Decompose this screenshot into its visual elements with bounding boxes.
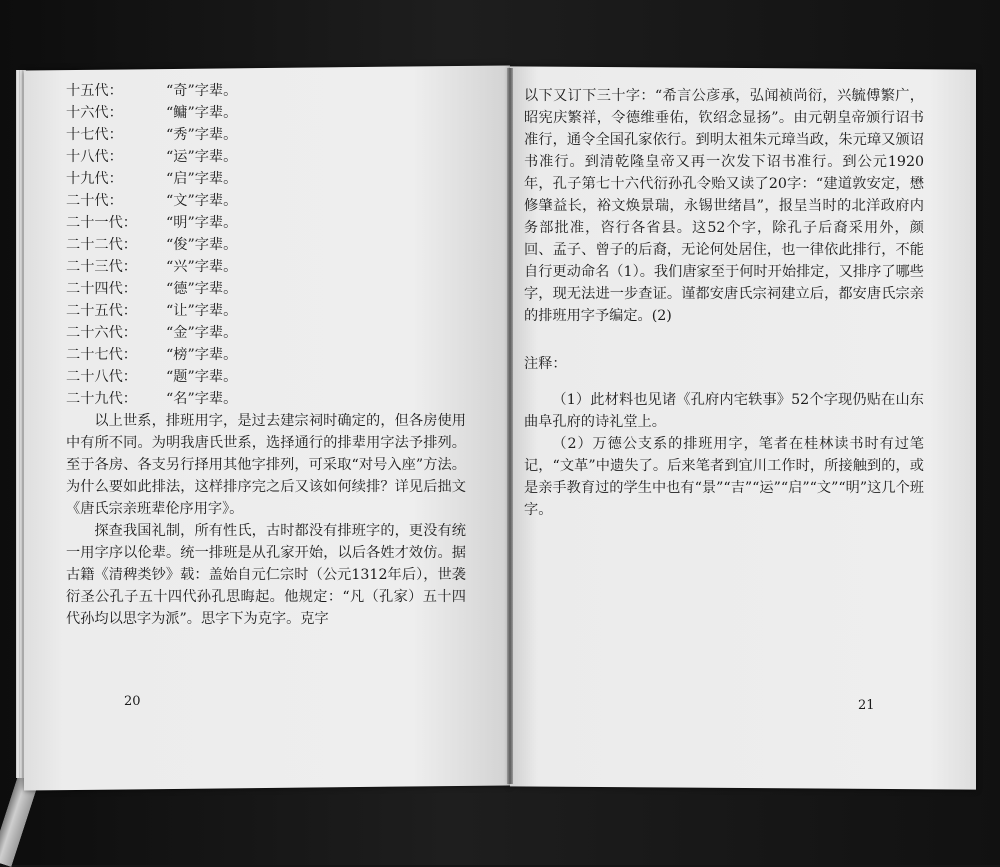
generation-value: “奇”字辈。 [166, 83, 238, 99]
generation-row [66, 366, 466, 388]
generation-row [66, 388, 466, 410]
generation-label: 十五代： [66, 83, 123, 99]
generation-row [66, 278, 466, 300]
generation-label: 二十六代： [66, 325, 137, 341]
generation-row [66, 212, 466, 234]
generation-value: “题”字辈。 [166, 369, 238, 385]
generation-label: 十七代： [66, 127, 123, 143]
generation-row [66, 344, 466, 366]
footnote: （1）此材料也见诸《孔府内宅轶事》52个字现仍贴在山东曲阜孔府的诗礼堂上。 [524, 392, 924, 430]
generation-row [66, 300, 466, 322]
paragraph: 以上世系，排班用字，是过去建宗祠时确定的，但各房使用中有所不同。为明我唐氏世系，选择通行的排辈用字法予排列。至于各房、各支另行择用其他字排列，可采取“对号入座”方法。为什么要如此排法，这样排序完之后又该如何续排？详见后拙文《唐氏宗亲班辈伦序用字》。 [66, 413, 466, 517]
generation-row [66, 102, 466, 124]
generation-value: “鳙”字辈。 [166, 105, 238, 121]
generation-row [66, 234, 466, 256]
generation-row [66, 168, 466, 190]
generation-value: “俊”字辈。 [166, 237, 238, 253]
generation-row [66, 322, 466, 344]
left-page-text [66, 80, 466, 630]
generation-value: “名”字辈。 [166, 391, 238, 407]
generation-label: 二十七代： [66, 347, 137, 363]
generation-list [66, 80, 466, 410]
generation-value: “金”字辈。 [166, 325, 238, 341]
generation-label: 二十代： [66, 193, 123, 209]
generation-label: 二十八代： [66, 369, 137, 385]
generation-label: 二十五代： [66, 303, 137, 319]
generation-label: 十六代： [66, 105, 123, 121]
generation-row [66, 124, 466, 146]
page-number: 21 [858, 698, 875, 713]
right-page-text [524, 85, 924, 521]
footnote: （2）万德公支系的排班用字，笔者在桂林读书时有过笔记，“文革”中遗失了。后来笔者到宜川工作时，所接触到的，或是亲手教育过的学生中也有“景”“吉”“运”“启”“文”“明”这几个班字。 [524, 436, 924, 518]
generation-value: “兴”字辈。 [166, 259, 238, 275]
generation-row [66, 80, 466, 102]
generation-label: 十九代： [66, 171, 123, 187]
paragraph: 以下又订下三十字：“希言公彦承，弘闻祯尚衍，兴毓傅繁广，昭宪庆繁祥，令德维垂佑，钦绍念显扬”。由元朝皇帝颁行诏书准行，通令全国孔家依行。到明太祖朱元璋当政，朱元璋又颁诏书准行。到清乾隆皇帝又再一次发下诏书准行。到公元1920年，孔子第七十六代衍孙孔令贻又读了20字：“建道敦安定，懋修肇益长，裕文焕景瑞，永锡世绪昌”，报呈当时的北洋政府内务部批准，咨行各省县。这52个字，除孔子后裔采用外，颜回、孟子、曾子的后裔，无论何处居住，也一律依此排行，不能自行更动命名（1）。我们唐家至于何时开始排定，又排序了哪些字，现无法进一步查证。谨都安唐氏宗祠建立后，都安唐氏宗亲的排班用字予编定。(2) [524, 88, 924, 324]
generation-row [66, 256, 466, 278]
generation-value: “明”字辈。 [166, 215, 238, 231]
generation-row [66, 146, 466, 168]
book-gutter [507, 68, 513, 784]
page-number: 20 [124, 694, 141, 709]
generation-value: “文”字辈。 [166, 193, 238, 209]
generation-value: “秀”字辈。 [166, 127, 238, 143]
generation-row [66, 190, 466, 212]
generation-label: 二十九代： [66, 391, 137, 407]
generation-label: 二十一代： [66, 215, 137, 231]
generation-value: “运”字辈。 [166, 149, 238, 165]
generation-label: 十八代： [66, 149, 123, 165]
generation-label: 二十二代： [66, 237, 137, 253]
generation-label: 二十四代： [66, 281, 137, 297]
paragraph: 探查我国礼制，所有性氏，古时都没有排班字的，更没有统一用字序以伦辈。统一排班是从孔家开始，以后各姓才效仿。据古籍《清稗类钞》载：盖始自元仁宗时（公元1312年后），世袭衍圣公孔子五十四代孙孔思晦起。他规定：“凡（孔家）五十四代孙均以思字为派”。思字下为克字。克字 [66, 523, 466, 627]
generation-value: “启”字辈。 [166, 171, 238, 187]
generation-value: “榜”字辈。 [166, 347, 238, 363]
notes-heading: 注释： [524, 356, 567, 372]
generation-value: “让”字辈。 [166, 303, 238, 319]
generation-value: “德”字辈。 [166, 281, 238, 297]
generation-label: 二十三代： [66, 259, 137, 275]
